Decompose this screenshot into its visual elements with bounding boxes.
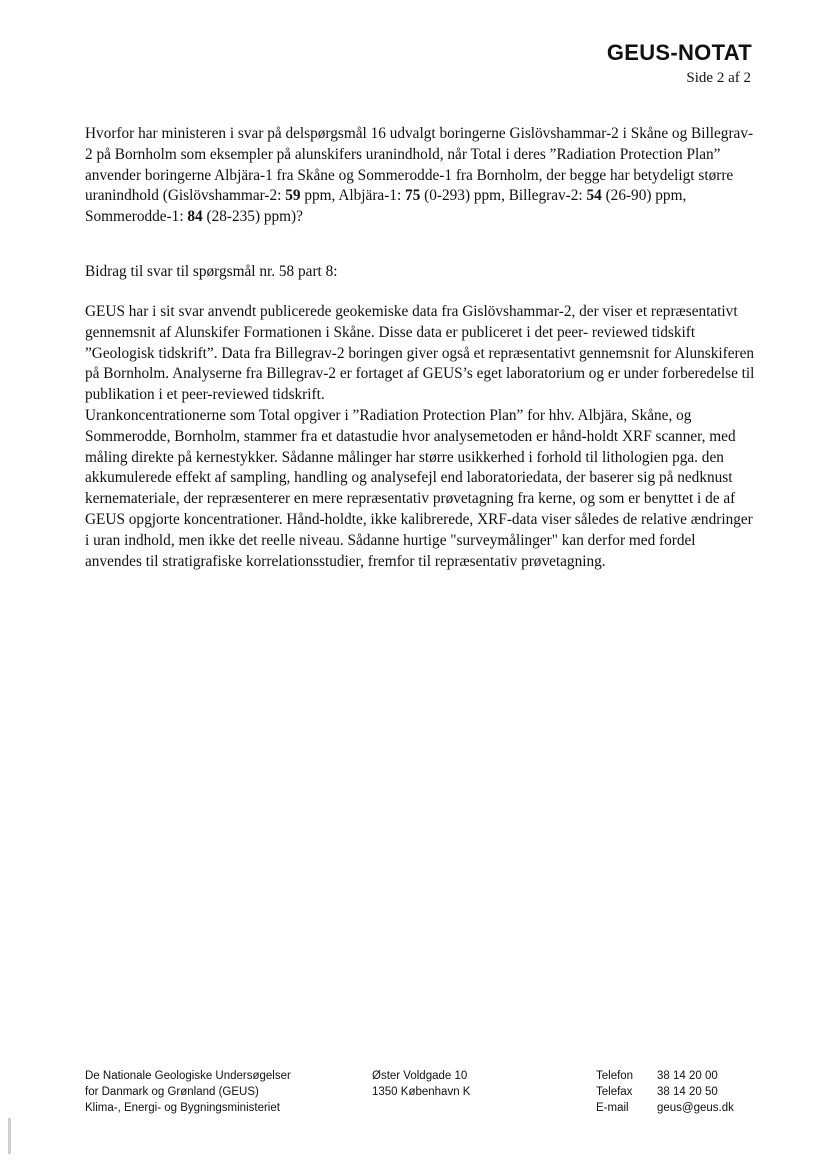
- answer-paragraph-1: GEUS har i sit svar anvendt publicerede geokemiske data fra Gislövshammar-2, der viser et repræsentativt gennemsnit af Alunskifer Formationen i Skåne. Disse data er publiceret i det peer- reviewed tidskift ”Geologisk tidskrift”. Data fra Billegrav-2 boringen giver også et repræsentativt gennemsnit for Alunskiferen på Bornholm. Analyserne fra Billegrav-2 er fortaget af GEUS’s eget laboratorium og er under forberedelse til publikation i et peer-reviewed tidskrift.: [85, 303, 755, 404]
- scan-artifact: [8, 1118, 11, 1154]
- contact-value: 38 14 20 50: [657, 1086, 718, 1098]
- contact-label: E-mail: [596, 1102, 629, 1114]
- org-line: Klima-, Energi- og Bygningsministeriet: [85, 1102, 280, 1114]
- question-text: (0-293) ppm, Billegrav-2:: [420, 187, 587, 205]
- value-billegrav: 54: [586, 187, 602, 205]
- contact-value: 38 14 20 00: [657, 1070, 718, 1082]
- question-paragraph: [85, 124, 755, 228]
- document-title: GEUS-NOTAT: [606, 40, 752, 65]
- address-line: 1350 København K: [372, 1086, 471, 1098]
- footer-contact: [596, 1068, 776, 1116]
- contact-label: Telefax: [596, 1086, 633, 1098]
- question-text: (26-90) ppm, Sommerodde-1:: [85, 187, 687, 226]
- answer-paragraph-2: Urankoncentrationerne som Total opgiver i ”Radiation Protection Plan” for hhv. Albjära, Skåne, og Sommerodde, Bornholm, stammer fra et datastudie hvor analysemetoden er hånd-holdt XRF scanner, med måling direkte på kernestykker. Sådanne målinger har større usikkerhed i forhold til lithologien pga. den akkumulerede effekt af sampling, handling og analysefejl end laboratoriedata, der baserer sig på nedknust kernemateriale, der repræsenterer en mere repræsentativ prøvetagning fra kerne, og som er benyttet i de af GEUS opgjorte koncentrationer. Hånd-holdte, ikke kalibrerede, XRF-data viser således de relative ændringer i uran indhold, men ikke det reelle niveau. Sådanne hurtige "surveymålinger" kan derfor med fordel anvendes til stratigrafiske korrelationsstudier, fremfor til repræsentativ prøvetagning.: [85, 406, 753, 570]
- org-line: for Danmark og Grønland (GEUS): [85, 1086, 259, 1098]
- footer-address: [372, 1068, 572, 1100]
- value-gislovshammar: 59: [285, 187, 301, 205]
- question-text: ppm, Albjära-1:: [300, 187, 406, 205]
- answer-heading-text: Bidrag til svar til spørgsmål nr. 58 part 8:: [85, 263, 338, 280]
- value-sommerodde: 84: [187, 208, 203, 226]
- contact-phone: [596, 1068, 776, 1084]
- address-line: Øster Voldgade 10: [372, 1070, 468, 1082]
- question-text: Hvorfor har ministeren i svar på delspørgsmål 16 udvalgt boringerne Gislövshammar-2 i Skåne og Billegrav-2 på Bornholm som eksempler på alunskifers uranindhold, når Total i deres ”Radiation Protection Plan” anvender boringerne Albjära-1 fra Skåne og Sommerodde-1 fra Bornholm, der begge har betydeligt større uranindhold (Gislövshammar-2:: [85, 125, 754, 205]
- answer-heading: [85, 262, 755, 283]
- footer-organisation: [85, 1068, 345, 1116]
- page-number: Side 2 af 2: [686, 70, 751, 86]
- contact-fax: [596, 1084, 776, 1100]
- value-albjara: 75: [405, 187, 421, 205]
- contact-label: Telefon: [596, 1070, 634, 1082]
- answer-body: [85, 302, 755, 572]
- question-text: (28-235) ppm)?: [202, 208, 303, 226]
- org-line: De Nationale Geologiske Undersøgelser: [85, 1070, 291, 1082]
- contact-email: [596, 1100, 776, 1116]
- footer: [0, 1068, 828, 1128]
- email-link[interactable]: geus@geus.dk: [657, 1102, 734, 1114]
